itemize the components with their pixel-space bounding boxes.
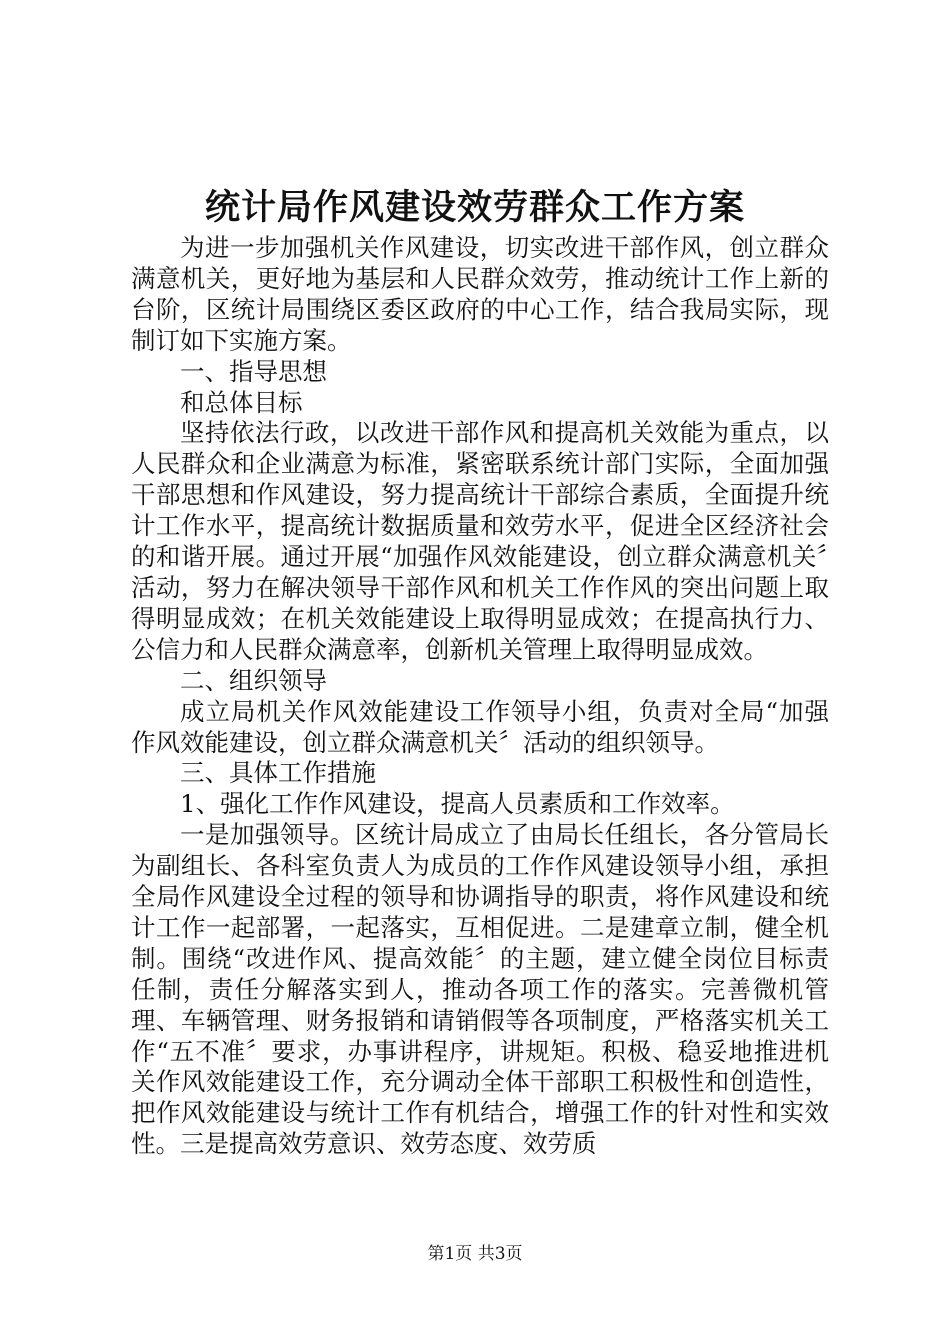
intro-paragraph: 为进一步加强机关作风建设，切实改进干部作风，创立群众满意机关，更好地为基层和人民群众效劳，推动统计工作上新的台阶，区统计局围绕区委区政府的中心工作，结合我局实际，现制订如下实施方案。 <box>131 233 829 355</box>
page-number-footer: 第1页 共3页 <box>427 1244 523 1264</box>
section-1-subheading: 和总体目标 <box>180 387 303 417</box>
section-2-paragraph: 成立局机关作风效能建设工作领导小组，负责对全局“加强作风效能建设，创立群众满意机关〞活动的组织领导。 <box>131 696 829 757</box>
section-3-heading: 三、具体工作措施 <box>180 758 376 788</box>
section-3-item-1: 1、强化工作作风建设，提高人员素质和工作效率。 <box>180 789 735 819</box>
document-title: 统计局作风建设效劳群众工作方案 <box>204 187 745 228</box>
section-1-paragraph: 坚持依法行政，以改进干部作风和提高机关效能为重点，以人民群众和企业满意为标准，紧密联系统计部门实际，全面加强干部思想和作风建设，努力提高统计干部综合素质，全面提升统计工作水平，提高统计数据质量和效劳水平，促进全区经济社会的和谐开展。通过开展“加强作风效能建设，创立群众满意机关〞活动，努力在解决领导干部作风和机关工作作风的突出问题上取得明显成效；在机关效能建设上取得明显成效；在提高执行力、公信力和人民群众满意率，创新机关管理上取得明显成效。 <box>131 418 829 664</box>
document-body <box>131 233 829 1160</box>
section-2-heading: 二、组织领导 <box>180 665 327 695</box>
section-1-heading: 一、指导思想 <box>180 356 327 386</box>
section-3-paragraph: 一是加强领导。区统计局成立了由局长任组长，各分管局长为副组长、各科室负责人为成员的工作作风建设领导小组，承担全局作风建设全过程的领导和协调指导的职责，将作风建设和统计工作一起部署，一起落实，互相促进。二是建章立制，健全机制。围绕“改进作风、提高效能〞的主题，建立健全岗位目标责任制，责任分解落实到人，推动各项工作的落实。完善微机管理、车辆管理、财务报销和请销假等各项制度，严格落实机关工作“五不准〞要求，办事讲程序，讲规矩。积极、稳妥地推进机关作风效能建设工作，充分调动全体干部职工积极性和创造性，把作风效能建设与统计工作有机结合，增强工作的针对性和实效性。三是提高效劳意识、效劳态度、效劳质 <box>131 820 829 1159</box>
